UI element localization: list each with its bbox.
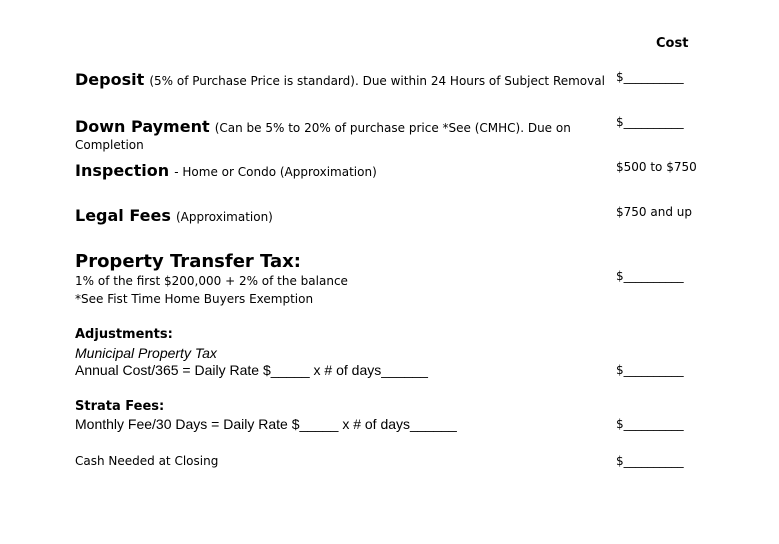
inspection-row	[75, 161, 377, 180]
adjustments-formula: Annual Cost/365 = Daily Rate $_____ x # of days______	[75, 362, 428, 378]
legal-fees-detail: (Approximation)	[175, 210, 273, 224]
property-transfer-tax-line2: *See Fist Time Home Buyers Exemption	[75, 292, 314, 306]
down-payment-cost: $__________	[616, 115, 684, 129]
inspection-cost: $500 to $750	[616, 160, 697, 174]
property-transfer-tax-title: Property Transfer Tax:	[75, 251, 301, 272]
inspection-detail: - Home or Condo (Approximation)	[174, 165, 377, 179]
property-transfer-tax-cost: $__________	[616, 269, 684, 283]
strata-fees-cost: $__________	[616, 417, 684, 431]
down-payment-detail: (Can be 5% to 20% of purchase price *See (CMHC). Due on	[214, 121, 571, 135]
strata-fees-formula: Monthly Fee/30 Days = Daily Rate $_____ x # of days______	[75, 416, 457, 432]
down-payment-detail-cont: Completion	[75, 138, 144, 152]
cash-needed-label: Cash Needed at Closing	[75, 454, 219, 468]
down-payment-row	[75, 117, 571, 136]
adjustments-cost: $__________	[616, 363, 684, 377]
cash-needed-cost: $__________	[616, 454, 684, 468]
deposit-detail: (5% of Purchase Price is standard). Due within 24 Hours of Subject Removal	[149, 74, 605, 88]
deposit-title: Deposit	[75, 70, 145, 89]
property-transfer-tax-line1: 1% of the first $200,000 + 2% of the balance	[75, 274, 348, 288]
down-payment-title: Down Payment	[75, 117, 210, 136]
inspection-title: Inspection	[75, 161, 170, 180]
adjustments-subtitle: Municipal Property Tax	[75, 345, 217, 361]
deposit-row	[75, 70, 605, 89]
adjustments-title: Adjustments:	[75, 327, 173, 342]
legal-fees-title: Legal Fees	[75, 206, 171, 225]
cost-column-header: Cost	[656, 36, 689, 51]
legal-fees-cost: $750 and up	[616, 205, 692, 219]
strata-fees-title: Strata Fees:	[75, 399, 165, 414]
legal-fees-row	[75, 206, 273, 225]
deposit-cost: $__________	[616, 70, 684, 84]
